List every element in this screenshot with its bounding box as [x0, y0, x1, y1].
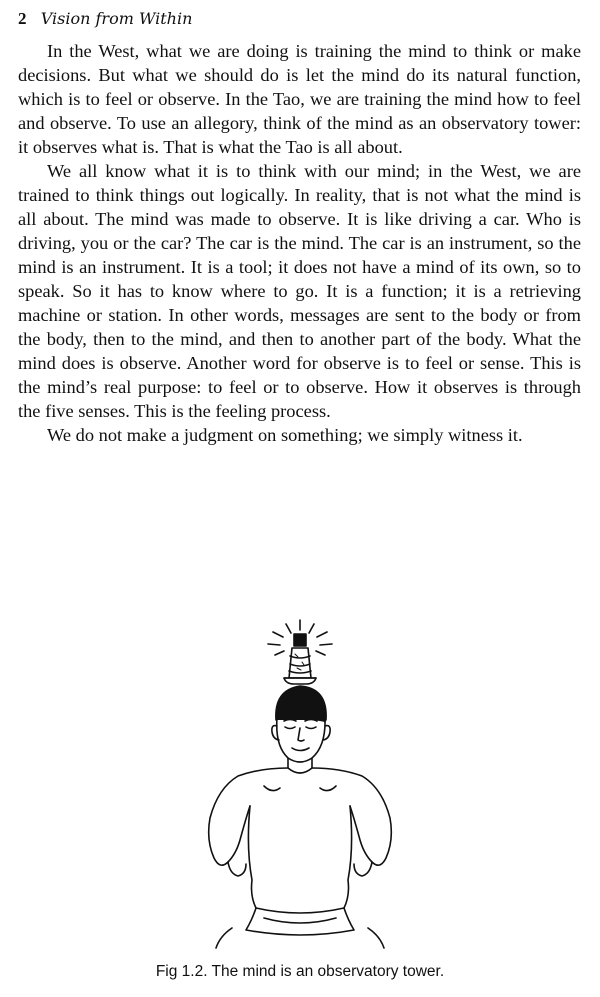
- body-text: [18, 39, 581, 447]
- head-icon: [272, 686, 330, 768]
- figure-caption: Fig 1.2. The mind is an observatory tower.: [155, 963, 445, 980]
- running-title: Vision from Within: [40, 9, 193, 28]
- body-icon: [209, 768, 392, 948]
- paragraph-3: We do not make a judgment on something; we simply witness it.: [47, 425, 523, 445]
- page-number: 2: [18, 9, 27, 28]
- figure-observatory-tower-illustration: [180, 618, 420, 950]
- meditating-man-illustration: [180, 618, 420, 950]
- paragraph-2: We all know what it is to think with our mind; in the West, we are trained to think things out logically. In reality, that is not what the mind is all about. The mind was made to observe. It is like driving a car. Who is driving, you or the car? The car is the mind. The car is an instrument, so the mind is an instrument. It is a tool; it does not have a mind of its own, so to speak. So it has to know where to go. It is a function; it is a retrieving machine or station. In other words, messages are sent to the body or from the body, then to the mind, and then to another part of the body. What the mind does is observe. Another word for observe is to feel or sense. This is the mind’s real purpose: to feel or to observe. How it observes is through the five senses. This is the feeling process.: [18, 161, 581, 421]
- running-header: [18, 9, 192, 29]
- observatory-tower-icon: [284, 634, 316, 684]
- paragraph-1: In the West, what we are doing is training the mind to think or make decisions. But what we should do is let the mind do its natural function, which is to feel or observe. In the Tao, we are training the mind how to feel and observe. To use an allegory, think of the mind as an observatory tower: it observes what is. That is what the Tao is all about.: [18, 41, 581, 157]
